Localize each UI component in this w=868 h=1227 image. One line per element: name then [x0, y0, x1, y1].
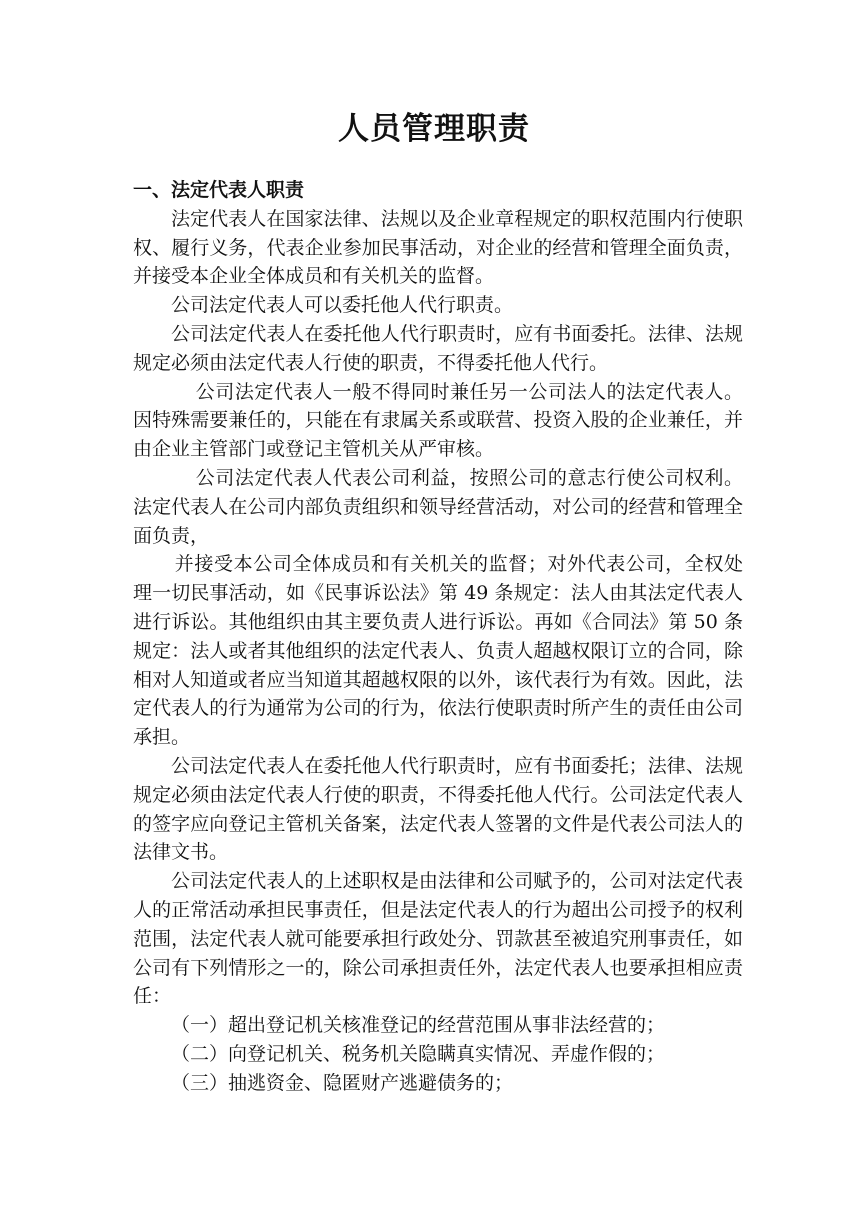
paragraph: 公司法定代表人代表公司利益，按照公司的意志行使公司权利。法定代表人在公司内部负责组织和领导经营活动，对公司的经营和管理全面负责，	[133, 466, 743, 547]
paragraph: 公司法定代表人可以委托他人代行职责。	[171, 294, 514, 317]
page-title: 人员管理职责	[338, 111, 530, 147]
paragraph: 公司法定代表人在委托他人代行职责时，应有书面委托；法律、法规规定必须由法定代表人行使的职责，不得委托他人代行。公司法定代表人的签字应向登记主管机关备案，法定代表人签署的文件是代表公司法人的法律文书。	[133, 754, 743, 864]
paragraph: 公司法定代表人的上述职权是由法律和公司赋予的，公司对法定代表人的正常活动承担民事责任，但是法定代表人的行为超出公司授予的权利范围，法定代表人就可能要承担行政处分、罚款甚至被追究刑事责任，如公司有下列情形之一的，除公司承担责任外，法定代表人也要承担相应责任：	[133, 870, 743, 1008]
section-heading: 一、法定代表人职责	[133, 179, 305, 201]
paragraph: 并接受本公司全体成员和有关机关的监督；对外代表公司，全权处理一切民事活动，如《民事诉讼法》第 49 条规定：法人由其法定代表人进行诉讼。其他组织由其主要负责人进行诉讼。再如《合同法》第 50 条规定：法人或者其他组织的法定代表人、负责人超越权限订立的合同，除相对人知道或者应当知道其超越权限的以外，该代表行为有效。因此，法定代表人的行为通常为公司的行为，依法行使职责时所产生的责任由公司承担。	[133, 553, 743, 749]
list-item: （三）抽逃资金、隐匿财产逃避债务的；	[171, 1071, 514, 1094]
document-body	[133, 176, 743, 1098]
list-item: （二）向登记机关、税务机关隐瞒真实情况、弄虚作假的；	[171, 1042, 666, 1065]
paragraph: 法定代表人在国家法律、法规以及企业章程规定的职权范围内行使职权、履行义务，代表企业参加民事活动，对企业的经营和管理全面负责，并接受本企业全体成员和有关机关的监督。	[133, 207, 743, 288]
paragraph: 公司法定代表人一般不得同时兼任另一公司法人的法定代表人。因特殊需要兼任的，只能在有隶属关系或联营、投资入股的企业兼任，并由企业主管部门或登记主管机关从严审核。	[133, 380, 743, 461]
list-item: （一）超出登记机关核准登记的经营范围从事非法经营的；	[171, 1014, 666, 1037]
paragraph: 公司法定代表人在委托他人代行职责时，应有书面委托。法律、法规规定必须由法定代表人行使的职责，不得委托他人代行。	[133, 322, 743, 374]
